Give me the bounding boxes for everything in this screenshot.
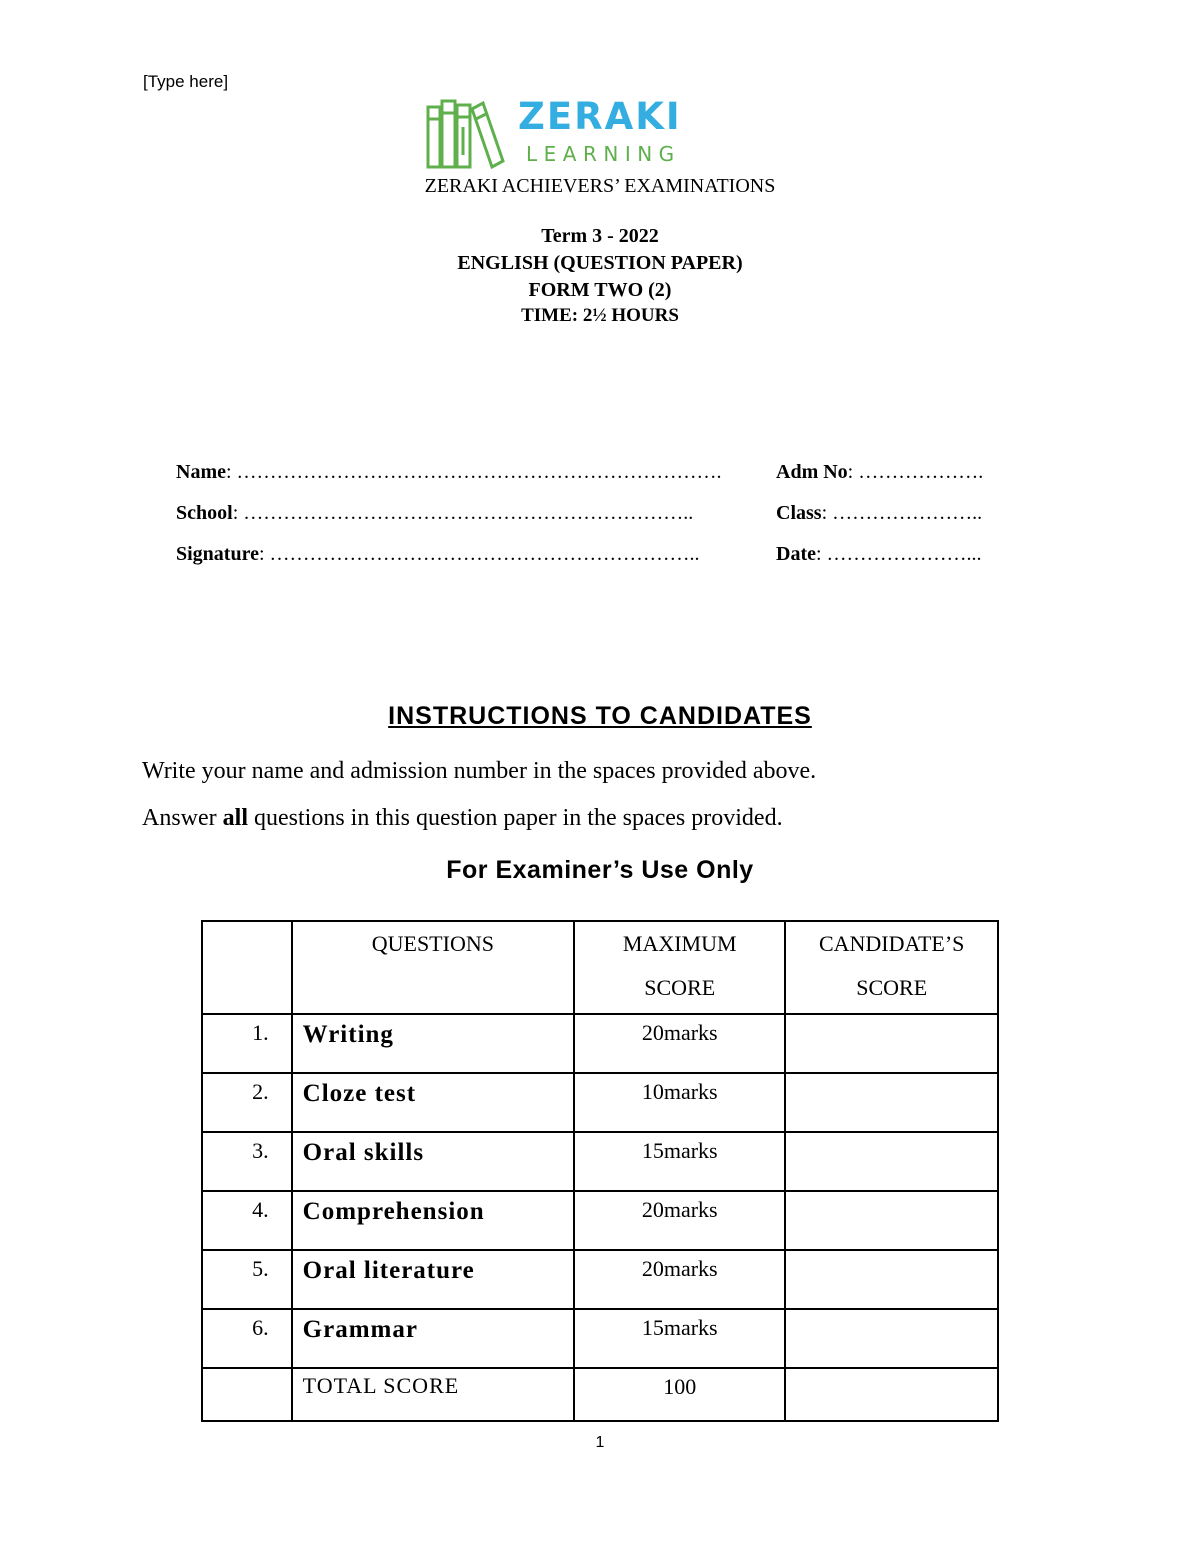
row-number: 4. — [202, 1191, 292, 1250]
name-label: Name — [176, 461, 226, 483]
row-max-score: 15marks — [574, 1309, 785, 1368]
instructions-title: INSTRUCTIONS TO CANDIDATES — [388, 702, 812, 730]
instruction-line-2 — [142, 805, 783, 832]
header-questions-label: QUESTIONS — [371, 931, 494, 956]
books-icon — [425, 97, 507, 172]
row-candidate-score[interactable] — [785, 1014, 998, 1073]
table-total-row — [202, 1368, 998, 1421]
row-question: Writing — [292, 1014, 574, 1073]
instruction-line-1: Write your name and admission number in the spaces provided above. — [142, 758, 817, 784]
zeraki-logo — [425, 95, 715, 170]
total-candidate-score[interactable] — [785, 1368, 998, 1421]
table-row — [202, 1132, 998, 1191]
total-number-cell — [202, 1368, 292, 1421]
logo-brand-text: ZERAKI — [518, 95, 682, 138]
total-value: 100 — [574, 1368, 785, 1421]
row-candidate-score[interactable] — [785, 1073, 998, 1132]
header-number-cell — [202, 921, 292, 1014]
row-number: 5. — [202, 1250, 292, 1309]
name-dots: : ………………………………………………………………. — [225, 461, 722, 483]
row-max-score: 15marks — [574, 1132, 785, 1191]
instruction-line-2-pre: Answer — [142, 805, 223, 831]
row-question: Oral skills — [292, 1132, 574, 1191]
header-max-line-1: MAXIMUM — [622, 931, 737, 956]
table-row — [202, 1309, 998, 1368]
exam-form: FORM TWO (2) — [528, 279, 672, 301]
table-row — [202, 1250, 998, 1309]
school-dots: : ………………………………………………………….. — [232, 502, 694, 524]
class-dots: : ………………….. — [821, 502, 983, 524]
header-cand-line-2: SCORE — [856, 975, 928, 1000]
exam-time: TIME: 2½ HOURS — [521, 305, 679, 326]
logo-sub-text: LEARNING — [526, 142, 681, 166]
signature-dots: : ……………………………………………………….. — [258, 543, 700, 565]
row-number: 3. — [202, 1132, 292, 1191]
exam-subject: ENGLISH (QUESTION PAPER) — [457, 252, 743, 274]
adm-dots: : ………………. — [847, 461, 984, 483]
header-questions — [292, 921, 574, 1014]
instruction-line-2-post: questions in this question paper in the spaces provided. — [248, 805, 783, 831]
row-candidate-score[interactable] — [785, 1309, 998, 1368]
header-cand-line-1: CANDIDATE’S — [818, 931, 965, 956]
score-table — [201, 920, 999, 1422]
adm-field[interactable] — [776, 461, 983, 484]
row-max-score: 10marks — [574, 1073, 785, 1132]
header-candidate-score — [785, 921, 998, 1014]
header-max-line-2: SCORE — [644, 975, 716, 1000]
row-number: 1. — [202, 1014, 292, 1073]
school-field[interactable] — [176, 502, 693, 525]
header-placeholder: [Type here] — [143, 72, 229, 91]
row-max-score: 20marks — [574, 1014, 785, 1073]
date-dots: : …………………... — [815, 543, 982, 565]
row-candidate-score[interactable] — [785, 1250, 998, 1309]
exam-term: Term 3 - 2022 — [541, 225, 659, 247]
row-number: 2. — [202, 1073, 292, 1132]
signature-label: Signature — [176, 543, 259, 565]
row-question: Oral literature — [292, 1250, 574, 1309]
class-label: Class — [776, 502, 822, 524]
row-candidate-score[interactable] — [785, 1132, 998, 1191]
row-max-score: 20marks — [574, 1250, 785, 1309]
date-field[interactable] — [776, 543, 982, 566]
instruction-line-2-bold: all — [222, 805, 248, 831]
total-label: TOTAL SCORE — [292, 1368, 574, 1421]
table-header-row — [202, 921, 998, 1014]
class-field[interactable] — [776, 502, 982, 525]
signature-field[interactable] — [176, 543, 700, 566]
row-question: Grammar — [292, 1309, 574, 1368]
row-candidate-score[interactable] — [785, 1191, 998, 1250]
row-max-score: 20marks — [574, 1191, 785, 1250]
name-field[interactable] — [176, 461, 722, 484]
table-row — [202, 1191, 998, 1250]
page-number: 1 — [595, 1434, 605, 1451]
date-label: Date — [776, 543, 816, 565]
school-label: School — [176, 502, 233, 524]
row-question: Cloze test — [292, 1073, 574, 1132]
exam-title: ZERAKI ACHIEVERS’ EXAMINATIONS — [424, 175, 776, 197]
adm-label: Adm No — [776, 461, 848, 483]
header-max-score — [574, 921, 785, 1014]
table-row — [202, 1073, 998, 1132]
row-question: Comprehension — [292, 1191, 574, 1250]
table-row — [202, 1014, 998, 1073]
examiner-heading: For Examiner’s Use Only — [446, 856, 754, 884]
row-number: 6. — [202, 1309, 292, 1368]
